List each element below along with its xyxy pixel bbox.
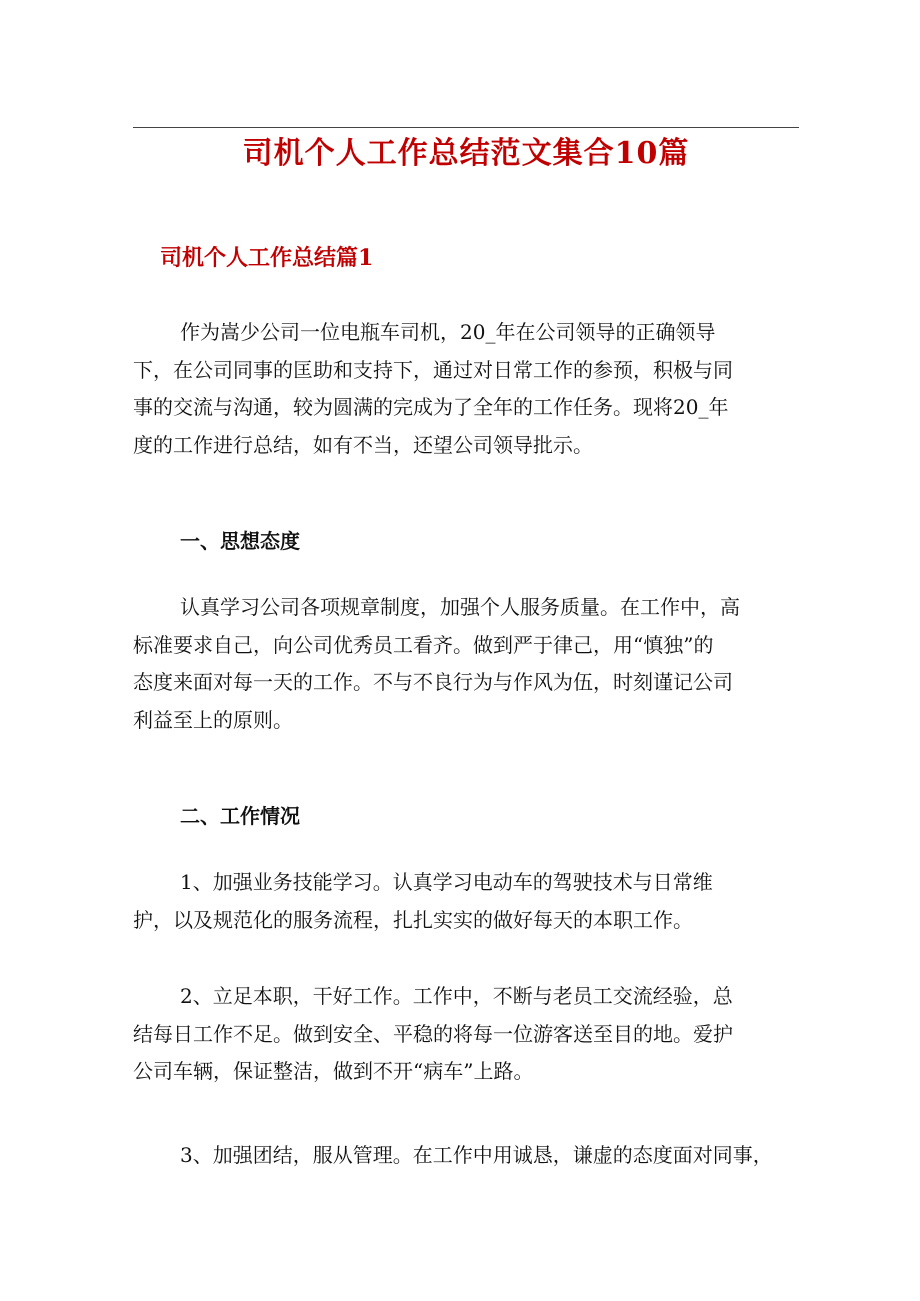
paragraph-line: 事的交流与沟通，较为圆满的完成为了全年的工作任务。现将20_年 — [133, 395, 729, 419]
paragraph-line: 认真学习公司各项规章制度，加强个人服务质量。在工作中，高 — [180, 595, 740, 619]
paragraph-line: 度的工作进行总结，如有不当，还望公司领导批示。 — [133, 432, 593, 457]
heading-work: 二、工作情况 — [180, 804, 300, 828]
header-rule — [133, 127, 799, 128]
paragraph-line: 利益至上的原则。 — [133, 707, 293, 732]
paragraph-line: 2、立足本职，干好工作。工作中，不断与老员工交流经验，总 — [180, 984, 733, 1008]
item-3-paragraph — [133, 1137, 773, 1175]
item-2-paragraph — [133, 978, 733, 1091]
paragraph-line: 作为嵩少公司一位电瓶车司机，20_年在公司领导的正确领导 — [180, 320, 716, 344]
section-heading: 司机个人工作总结篇1 — [160, 245, 374, 271]
paragraph-line: 结每日工作不足。做到安全、平稳的将每一位游客送至目的地。爱护 — [133, 1021, 733, 1046]
paragraph-line: 态度来面对每一天的工作。不与不良行为与作风为伍，时刻谨记公司 — [133, 670, 733, 694]
paragraph-line: 3、加强团结，服从管理。在工作中用诚恳，谦虚的态度面对同事， — [180, 1143, 773, 1167]
paragraph-line: 护，以及规范化的服务流程，扎扎实实的做好每天的本职工作。 — [133, 907, 693, 932]
paragraph-line: 标准要求自己，向公司优秀员工看齐。做到严于律己，用“慎独”的 — [133, 632, 714, 657]
item-1-paragraph — [133, 864, 713, 939]
paragraph-line: 下，在公司同事的匡助和支持下，通过对日常工作的参预，积极与同 — [133, 357, 733, 382]
paragraph-line: 公司车辆，保证整洁，做到不开“病车”上路。 — [133, 1059, 534, 1083]
intro-paragraph — [133, 314, 733, 464]
document-title: 司机个人工作总结范文集合10篇 — [242, 136, 690, 171]
attitude-paragraph — [133, 589, 740, 739]
heading-attitude: 一、思想态度 — [180, 529, 300, 553]
paragraph-line: 1、加强业务技能学习。认真学习电动车的驾驶技术与日常维 — [180, 870, 713, 894]
